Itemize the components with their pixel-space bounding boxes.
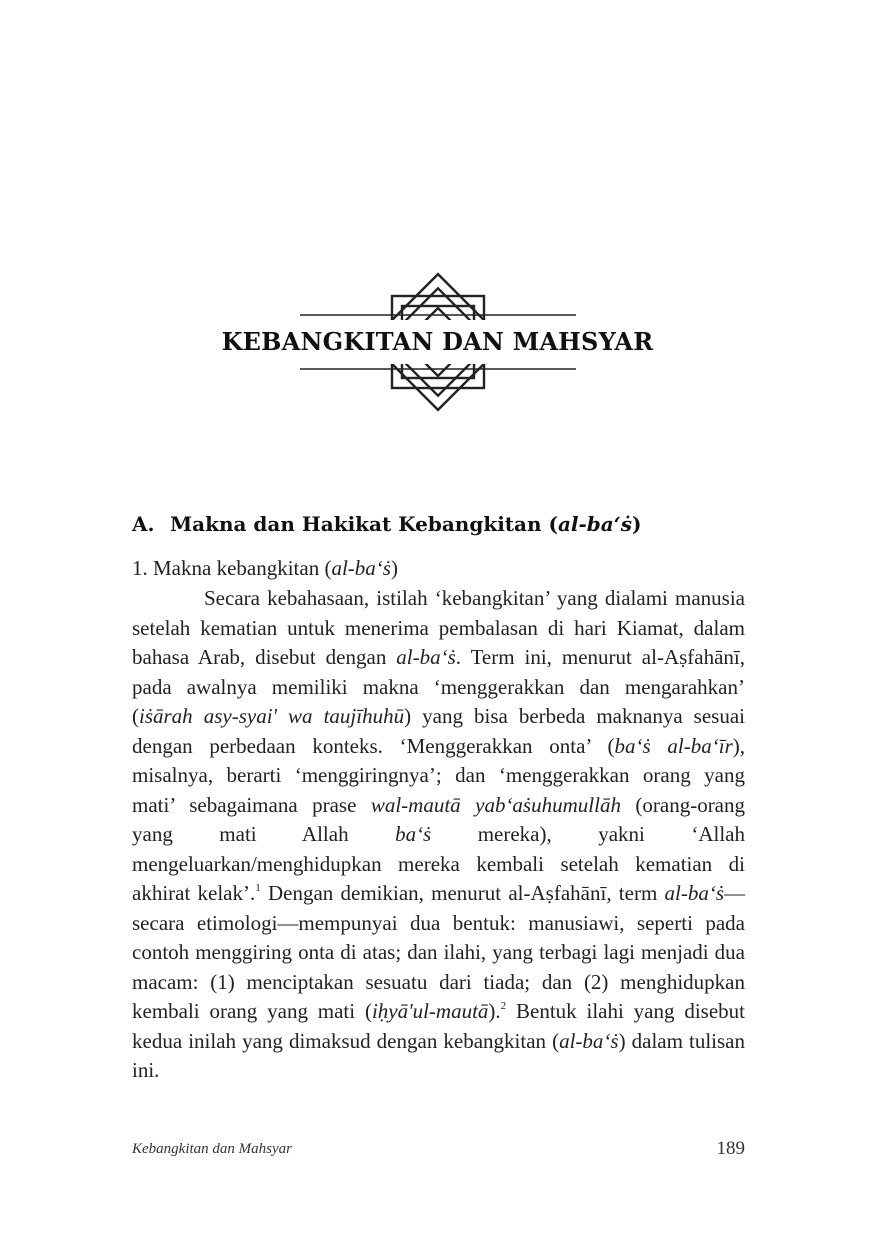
text-run: ) dalam tulisan ini. xyxy=(132,1028,745,1082)
italic-term: al-ba‘ṡ xyxy=(559,1028,619,1053)
section-heading xyxy=(132,512,641,536)
italic-term: iḥyā'ul-mautā xyxy=(371,999,489,1023)
subsection-label: 1. Makna kebangkitan ( xyxy=(132,556,332,580)
section-letter: A. xyxy=(132,512,155,536)
text-run: ) yang bisa berbeda maknanya sesuai dengan perbedaan konteks. ‘Menggerakkan onta’ ( xyxy=(132,704,745,758)
running-footer-title: Kebangkitan dan Mahsyar xyxy=(132,1141,292,1157)
italic-term: al-ba‘ṡ xyxy=(396,645,456,669)
footnote-ref[interactable]: 2 xyxy=(500,1000,507,1012)
text-run: Bentuk ilahi yang disebut kedua inilah yang dimaksud dengan kebangkitan ( xyxy=(132,999,745,1053)
italic-term: al-ba‘ṡ xyxy=(664,881,725,905)
italic-term: iṡārah asy-syai' wa taujīhuhū xyxy=(139,704,405,728)
section-heading-prefix: Makna dan Hakikat Kebangkitan ( xyxy=(170,512,558,536)
subsection-suffix: ) xyxy=(390,556,398,580)
italic-term: ba‘ṡ al-ba‘īr xyxy=(614,733,733,758)
body-paragraph xyxy=(132,584,745,1086)
text-run: mereka), yakni ‘Allah mengeluarkan/menghidupkan mereka kembali setelah kematian di akhirat kelak’. xyxy=(132,822,745,905)
italic-term: wal-mautā yab‘aṡuhumullāh xyxy=(370,792,621,817)
italic-term: ba‘ṡ xyxy=(395,822,432,846)
page-number: 189 xyxy=(716,1138,745,1159)
section-heading-term: al-ba‘ṡ xyxy=(557,512,632,536)
text-run: . Term ini, menurut al-Aṣfahānī, pada awalnya memiliki makna ‘menggerakkan dan mengarahkan’ ( xyxy=(132,645,745,728)
text-run: Secara kebahasaan, istilah ‘kebangkitan’ yang dialami manusia setelah kematian untuk menerima pembalasan di hari Kiamat, dalam bahasa Arab, disebut dengan xyxy=(132,586,745,669)
chapter-title: KEBANGKITAN DAN MAHSYAR xyxy=(221,327,654,356)
text-run: Dengan demikian, menurut al-Aṣfahānī, term xyxy=(260,881,665,905)
text-run: ), misalnya, berarti ‘menggiringnya’; dan ‘menggerakkan orang yang mati’ sebagaimana prase xyxy=(132,733,745,817)
text-run: (orang-orang yang mati Allah xyxy=(132,792,746,846)
subsection-heading xyxy=(132,556,398,581)
subsection-term: al-ba‘ṡ xyxy=(331,556,391,580)
footnote-ref[interactable]: 1 xyxy=(255,882,261,894)
text-run: —secara etimologi—mempunyai dua bentuk: manusiawi, seperti pada contoh menggiring onta di atas; dan ilahi, yang terbagi lagi menjadi dua macam: (1) menciptakan sesuatu dari tiada; dan (2) menghidupkan kembali orang yang mati ( xyxy=(132,881,746,1023)
section-heading-suffix: ) xyxy=(631,512,642,536)
text-run: ). xyxy=(488,999,501,1023)
